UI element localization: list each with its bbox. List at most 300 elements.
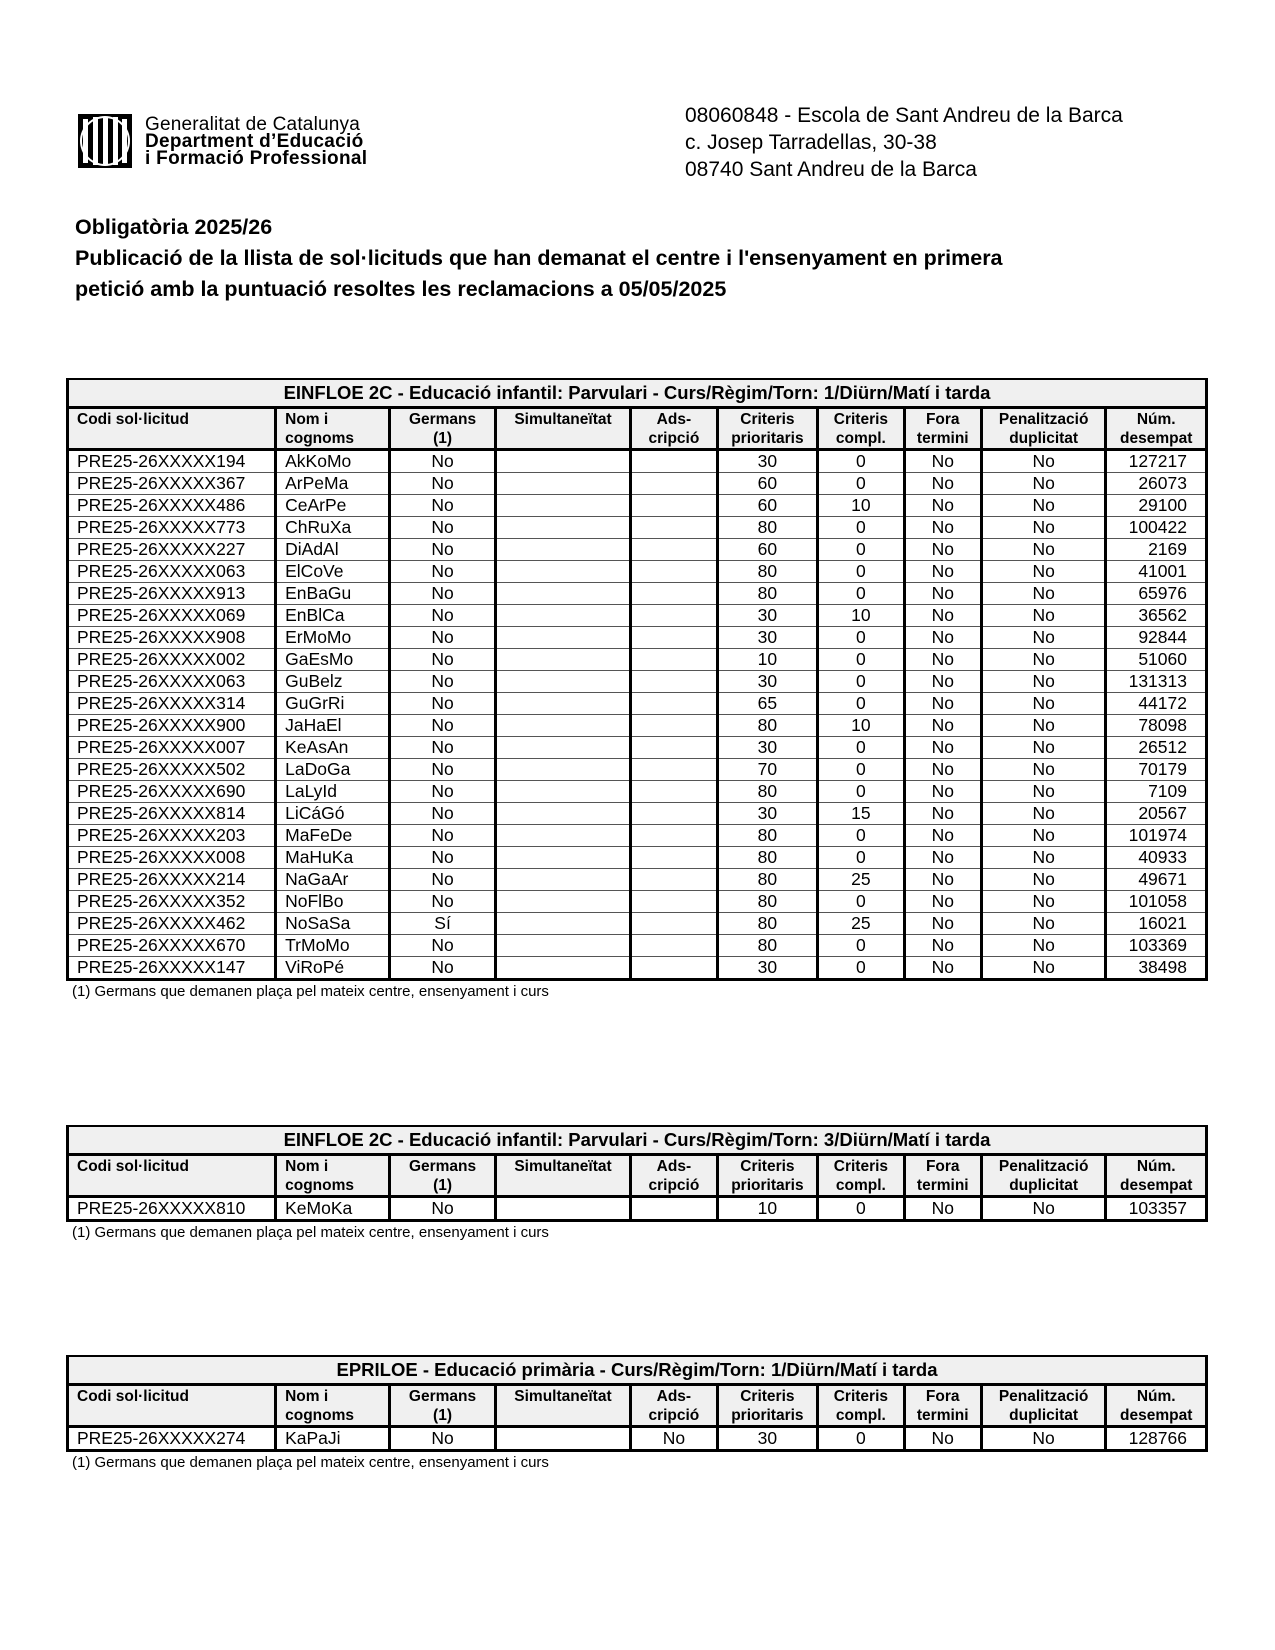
cell-criteris-compl: 10 <box>818 715 905 737</box>
cell-criteris-prioritaris: 80 <box>717 583 817 605</box>
cell-adscripcio <box>631 869 718 891</box>
column-header-line: (1) <box>433 1177 453 1194</box>
cell-fora-termini: No <box>904 1427 981 1451</box>
cell-simultaneitat <box>495 935 630 957</box>
column-header-codi <box>68 408 276 450</box>
cell-germans: No <box>390 605 496 627</box>
cell-nom: GaEsMo <box>276 649 390 671</box>
cell-penalitzacio: No <box>981 627 1106 649</box>
cell-num-desempat: 20567 <box>1106 803 1207 825</box>
cell-nom: GuGrRi <box>276 693 390 715</box>
cell-codi: PRE25-26XXXXX462 <box>68 913 276 935</box>
address-line: c. Josep Tarradellas, 30-38 <box>685 131 937 154</box>
column-header-line <box>501 429 625 448</box>
column-header-simultaneitat <box>495 1385 630 1427</box>
cell-penalitzacio: No <box>981 869 1106 891</box>
cell-codi: PRE25-26XXXXX367 <box>68 473 276 495</box>
cell-penalitzacio: No <box>981 583 1106 605</box>
column-header-line: compl. <box>835 1407 886 1424</box>
table-row <box>68 495 1207 517</box>
generalitat-logo <box>77 113 367 169</box>
column-header-criteris-prioritaris <box>717 408 817 450</box>
column-header-line: (1) <box>433 1407 452 1424</box>
column-header-codi <box>68 1155 276 1197</box>
column-header-line: (1) <box>433 430 453 447</box>
cell-criteris-prioritaris: 30 <box>717 803 817 825</box>
column-header-germans <box>390 1385 496 1427</box>
cell-fora-termini: No <box>904 1197 981 1221</box>
column-header-penalitzacio <box>981 408 1106 450</box>
cell-simultaneitat <box>495 1197 630 1221</box>
column-header-line: Codi sol·licitud <box>77 1388 189 1405</box>
cell-simultaneitat <box>495 561 630 583</box>
column-header-line: termini <box>916 1177 969 1194</box>
column-header-criteris-compl <box>818 1385 905 1427</box>
cell-nom: LiCáGó <box>276 803 390 825</box>
column-header-codi <box>68 1385 276 1427</box>
cell-codi: PRE25-26XXXXX690 <box>68 781 276 803</box>
cell-criteris-prioritaris: 30 <box>717 1427 817 1451</box>
cell-germans: No <box>390 869 496 891</box>
cell-codi: PRE25-26XXXXX913 <box>68 583 276 605</box>
cell-nom: NoSaSa <box>276 913 390 935</box>
cell-penalitzacio: No <box>981 781 1106 803</box>
cell-criteris-compl: 0 <box>818 957 905 980</box>
cell-adscripcio: No <box>631 1427 718 1451</box>
cell-simultaneitat <box>495 759 630 781</box>
column-header-line: Nom i <box>285 411 329 428</box>
applications-table <box>66 1355 1208 1452</box>
column-header-penalitzacio <box>981 1385 1106 1427</box>
cell-criteris-compl: 0 <box>818 671 905 693</box>
column-header-line: Simultaneïtat <box>514 1388 612 1405</box>
footnote: (1) Germans que demanen plaça pel mateix centre, ensenyament i curs <box>72 983 549 1000</box>
column-header-line: desempat <box>1120 1407 1193 1424</box>
column-header-num-desempat <box>1106 408 1207 450</box>
cell-adscripcio <box>631 847 718 869</box>
cell-penalitzacio: No <box>981 693 1106 715</box>
cell-nom: KaPaJi <box>276 1427 390 1451</box>
address-line: 08740 Sant Andreu de la Barca <box>685 158 977 181</box>
applications-table <box>66 1125 1208 1222</box>
cell-nom: NaGaAr <box>276 869 390 891</box>
table-row <box>68 891 1207 913</box>
column-header-line: cognoms <box>285 1407 355 1424</box>
cell-nom: KeMoKa <box>276 1197 390 1221</box>
cell-fora-termini: No <box>904 671 981 693</box>
cell-criteris-prioritaris: 80 <box>717 891 817 913</box>
cell-criteris-prioritaris: 60 <box>717 495 817 517</box>
table-row <box>68 473 1207 495</box>
cell-criteris-prioritaris: 10 <box>717 1197 817 1221</box>
cell-num-desempat: 78098 <box>1106 715 1207 737</box>
cell-num-desempat: 101058 <box>1106 891 1207 913</box>
cell-penalitzacio: No <box>981 1427 1106 1451</box>
address-line: 08060848 - Escola de Sant Andreu de la Barca <box>685 104 1123 127</box>
cell-adscripcio <box>631 649 718 671</box>
table-row <box>68 1197 1207 1221</box>
cell-germans: No <box>390 715 496 737</box>
column-header-line: compl. <box>835 1177 886 1194</box>
table-caption: EPRILOE - Educació primària - Curs/Règim/Torn: 1/Diürn/Matí i tarda <box>68 1356 1207 1385</box>
cell-criteris-prioritaris: 30 <box>717 627 817 649</box>
cell-criteris-compl: 0 <box>818 935 905 957</box>
cell-criteris-prioritaris: 80 <box>717 869 817 891</box>
column-header-line: desempat <box>1120 1177 1193 1194</box>
column-header-line <box>77 1406 270 1425</box>
column-header-germans <box>390 1155 496 1197</box>
cell-criteris-prioritaris: 80 <box>717 517 817 539</box>
column-header-line: cognoms <box>285 430 355 447</box>
table-einfloe-curs-1 <box>66 378 1208 1000</box>
cell-criteris-compl: 25 <box>818 913 905 935</box>
cell-fora-termini: No <box>904 759 981 781</box>
cell-germans: No <box>390 671 496 693</box>
cell-simultaneitat <box>495 891 630 913</box>
cell-adscripcio <box>631 671 718 693</box>
cell-nom: ViRoPé <box>276 957 390 980</box>
column-header-line: Simultaneïtat <box>514 411 612 428</box>
cell-germans: No <box>390 495 496 517</box>
cell-simultaneitat <box>495 649 630 671</box>
column-header-line: Núm. <box>1136 1158 1176 1175</box>
cell-nom: AkKoMo <box>276 450 390 473</box>
cell-germans: No <box>390 891 496 913</box>
applications-table <box>66 378 1208 981</box>
column-header-line: Codi sol·licitud <box>77 411 189 428</box>
column-header-line: Germans <box>408 411 477 428</box>
table-caption: EINFLOE 2C - Educació infantil: Parvulari - Curs/Règim/Torn: 3/Diürn/Matí i tarda <box>68 1126 1207 1155</box>
cell-penalitzacio: No <box>981 473 1106 495</box>
cell-simultaneitat <box>495 605 630 627</box>
cell-num-desempat: 70179 <box>1106 759 1207 781</box>
cell-simultaneitat <box>495 517 630 539</box>
cell-codi: PRE25-26XXXXX900 <box>68 715 276 737</box>
table-row <box>68 847 1207 869</box>
table-row <box>68 935 1207 957</box>
cell-penalitzacio: No <box>981 671 1106 693</box>
column-header-line: Fora <box>925 411 960 428</box>
cell-criteris-prioritaris: 30 <box>717 737 817 759</box>
cell-codi: PRE25-26XXXXX227 <box>68 539 276 561</box>
cell-fora-termini: No <box>904 605 981 627</box>
column-header-line: Ads- <box>656 411 692 428</box>
cell-criteris-compl: 0 <box>818 450 905 473</box>
cell-fora-termini: No <box>904 517 981 539</box>
cell-num-desempat: 44172 <box>1106 693 1207 715</box>
cell-nom: LaLyId <box>276 781 390 803</box>
cell-penalitzacio: No <box>981 825 1106 847</box>
cell-germans: No <box>390 803 496 825</box>
cell-penalitzacio: No <box>981 935 1106 957</box>
cell-adscripcio <box>631 781 718 803</box>
cell-fora-termini: No <box>904 825 981 847</box>
cell-num-desempat: 51060 <box>1106 649 1207 671</box>
cell-germans: No <box>390 781 496 803</box>
cell-penalitzacio: No <box>981 847 1106 869</box>
title-line: Publicació de la llista de sol·licituds que han demanat el centre i l'ensenyament en primera <box>75 246 1003 270</box>
cell-adscripcio <box>631 935 718 957</box>
cell-codi: PRE25-26XXXXX007 <box>68 737 276 759</box>
table-row <box>68 539 1207 561</box>
cell-nom: NoFlBo <box>276 891 390 913</box>
title-line: petició amb la puntuació resoltes les reclamacions a 05/05/2025 <box>75 277 727 301</box>
column-header-nom <box>276 1155 390 1197</box>
cell-fora-termini: No <box>904 495 981 517</box>
cell-codi: PRE25-26XXXXX002 <box>68 649 276 671</box>
cell-adscripcio <box>631 715 718 737</box>
column-header-line: Simultaneïtat <box>514 1158 612 1175</box>
table-row <box>68 825 1207 847</box>
cell-fora-termini: No <box>904 473 981 495</box>
table-row <box>68 869 1207 891</box>
cell-penalitzacio: No <box>981 495 1106 517</box>
cell-criteris-prioritaris: 10 <box>717 649 817 671</box>
cell-adscripcio <box>631 693 718 715</box>
cell-criteris-prioritaris: 60 <box>717 539 817 561</box>
cell-adscripcio <box>631 803 718 825</box>
cell-adscripcio <box>631 957 718 980</box>
cell-criteris-compl: 0 <box>818 847 905 869</box>
cell-criteris-compl: 0 <box>818 583 905 605</box>
table-einfloe-curs-3 <box>66 1125 1208 1241</box>
column-header-line: prioritaris <box>731 1177 804 1194</box>
cell-nom: ElCoVe <box>276 561 390 583</box>
cell-num-desempat: 26512 <box>1106 737 1207 759</box>
column-header-line: Criteris <box>740 411 795 428</box>
column-header-line: Fora <box>925 1388 960 1405</box>
cell-codi: PRE25-26XXXXX502 <box>68 759 276 781</box>
column-header-line: duplicitat <box>1009 1407 1079 1424</box>
cell-num-desempat: 101974 <box>1106 825 1207 847</box>
table-row <box>68 627 1207 649</box>
cell-simultaneitat <box>495 473 630 495</box>
cell-fora-termini: No <box>904 847 981 869</box>
cell-criteris-compl: 0 <box>818 1427 905 1451</box>
cell-num-desempat: 26073 <box>1106 473 1207 495</box>
column-header-line: Nom i <box>285 1388 329 1405</box>
cell-penalitzacio: No <box>981 450 1106 473</box>
cell-num-desempat: 2169 <box>1106 539 1207 561</box>
cell-germans: No <box>390 583 496 605</box>
column-header-line: Penalització <box>998 411 1089 428</box>
cell-germans: No <box>390 737 496 759</box>
cell-simultaneitat <box>495 671 630 693</box>
cell-fora-termini: No <box>904 869 981 891</box>
cell-fora-termini: No <box>904 935 981 957</box>
cell-num-desempat: 92844 <box>1106 627 1207 649</box>
cell-penalitzacio: No <box>981 957 1106 980</box>
cell-simultaneitat <box>495 450 630 473</box>
cell-adscripcio <box>631 450 718 473</box>
cell-penalitzacio: No <box>981 1197 1106 1221</box>
column-header-line: Ads- <box>656 1388 692 1405</box>
column-header-line: Ads- <box>656 1158 692 1175</box>
cell-criteris-compl: 25 <box>818 869 905 891</box>
cell-criteris-compl: 0 <box>818 781 905 803</box>
cell-criteris-compl: 0 <box>818 693 905 715</box>
cell-num-desempat: 41001 <box>1106 561 1207 583</box>
cell-criteris-prioritaris: 80 <box>717 935 817 957</box>
cell-codi: PRE25-26XXXXX670 <box>68 935 276 957</box>
table-epriloe-curs-1 <box>66 1355 1208 1471</box>
cell-adscripcio <box>631 759 718 781</box>
cell-num-desempat: 29100 <box>1106 495 1207 517</box>
column-header-line: Criteris <box>833 411 889 428</box>
column-header-line: cripció <box>648 1177 700 1194</box>
cell-penalitzacio: No <box>981 803 1106 825</box>
cell-criteris-compl: 0 <box>818 737 905 759</box>
cell-penalitzacio: No <box>981 759 1106 781</box>
cell-fora-termini: No <box>904 583 981 605</box>
cell-simultaneitat <box>495 847 630 869</box>
cell-adscripcio <box>631 1197 718 1221</box>
column-header-criteris-compl <box>818 408 905 450</box>
cell-fora-termini: No <box>904 450 981 473</box>
cell-criteris-compl: 0 <box>818 561 905 583</box>
footnote: (1) Germans que demanen plaça pel mateix centre, ensenyament i curs <box>72 1224 549 1241</box>
cell-criteris-compl: 0 <box>818 759 905 781</box>
table-row <box>68 759 1207 781</box>
cell-criteris-prioritaris: 80 <box>717 847 817 869</box>
cell-germans: No <box>390 561 496 583</box>
column-header-simultaneitat <box>495 1155 630 1197</box>
column-header-criteris-compl <box>818 1155 905 1197</box>
column-header-criteris-prioritaris <box>717 1385 817 1427</box>
cell-codi: PRE25-26XXXXX063 <box>68 671 276 693</box>
cell-germans: No <box>390 1427 496 1451</box>
cell-num-desempat: 65976 <box>1106 583 1207 605</box>
column-header-fora-termini <box>904 1385 981 1427</box>
cell-penalitzacio: No <box>981 517 1106 539</box>
cell-nom: ErMoMo <box>276 627 390 649</box>
cell-codi: PRE25-26XXXXX810 <box>68 1197 276 1221</box>
cell-simultaneitat <box>495 913 630 935</box>
cell-codi: PRE25-26XXXXX214 <box>68 869 276 891</box>
cell-fora-termini: No <box>904 649 981 671</box>
table-row <box>68 737 1207 759</box>
cell-germans: No <box>390 847 496 869</box>
column-header-line: Germans <box>408 1388 477 1405</box>
column-header-adscripcio <box>631 1385 718 1427</box>
cell-germans: No <box>390 627 496 649</box>
cell-simultaneitat <box>495 693 630 715</box>
cell-codi: PRE25-26XXXXX194 <box>68 450 276 473</box>
column-header-line: duplicitat <box>1009 1177 1079 1194</box>
cell-nom: KeAsAn <box>276 737 390 759</box>
cell-codi: PRE25-26XXXXX274 <box>68 1427 276 1451</box>
cell-criteris-compl: 0 <box>818 825 905 847</box>
cell-simultaneitat <box>495 781 630 803</box>
logo-line-2: Department d’Educació <box>145 130 364 152</box>
cell-num-desempat: 103357 <box>1106 1197 1207 1221</box>
school-address <box>685 102 1123 183</box>
column-header-line: Criteris <box>833 1158 889 1175</box>
cell-simultaneitat <box>495 737 630 759</box>
table-row <box>68 517 1207 539</box>
cell-nom: TrMoMo <box>276 935 390 957</box>
cell-simultaneitat <box>495 957 630 980</box>
cell-nom: GuBelz <box>276 671 390 693</box>
cell-nom: LaDoGa <box>276 759 390 781</box>
table-row <box>68 803 1207 825</box>
cell-germans: Sí <box>390 913 496 935</box>
table-row <box>68 605 1207 627</box>
table-row <box>68 561 1207 583</box>
cell-criteris-prioritaris: 80 <box>717 715 817 737</box>
cell-num-desempat: 16021 <box>1106 913 1207 935</box>
cell-germans: No <box>390 693 496 715</box>
cell-num-desempat: 40933 <box>1106 847 1207 869</box>
cell-codi: PRE25-26XXXXX008 <box>68 847 276 869</box>
column-header-line: duplicitat <box>1009 430 1079 447</box>
cell-criteris-prioritaris: 80 <box>717 913 817 935</box>
logo-line-3: i Formació Professional <box>145 147 368 169</box>
cell-fora-termini: No <box>904 891 981 913</box>
cell-fora-termini: No <box>904 913 981 935</box>
cell-adscripcio <box>631 825 718 847</box>
cell-simultaneitat <box>495 1427 630 1451</box>
cell-criteris-compl: 0 <box>818 627 905 649</box>
cell-nom: DiAdAl <box>276 539 390 561</box>
cell-criteris-prioritaris: 30 <box>717 671 817 693</box>
cell-num-desempat: 128766 <box>1106 1427 1207 1451</box>
cell-penalitzacio: No <box>981 913 1106 935</box>
column-header-line: cripció <box>648 1407 700 1424</box>
column-header-line: Núm. <box>1136 411 1176 428</box>
column-header-line: Penalització <box>998 1388 1089 1405</box>
cell-fora-termini: No <box>904 803 981 825</box>
column-header-fora-termini <box>904 408 981 450</box>
cell-simultaneitat <box>495 627 630 649</box>
cell-nom: EnBlCa <box>276 605 390 627</box>
column-header-criteris-prioritaris <box>717 1155 817 1197</box>
cell-simultaneitat <box>495 803 630 825</box>
cell-nom: MaFeDe <box>276 825 390 847</box>
column-header-line: cognoms <box>285 1177 355 1194</box>
table-row <box>68 693 1207 715</box>
column-header-line <box>77 429 270 448</box>
title-year: Obligatòria 2025/26 <box>75 215 273 239</box>
cell-germans: No <box>390 517 496 539</box>
cell-codi: PRE25-26XXXXX069 <box>68 605 276 627</box>
table-row <box>68 957 1207 980</box>
cell-codi: PRE25-26XXXXX314 <box>68 693 276 715</box>
table-row <box>68 450 1207 473</box>
cell-codi: PRE25-26XXXXX147 <box>68 957 276 980</box>
cell-simultaneitat <box>495 495 630 517</box>
cell-adscripcio <box>631 473 718 495</box>
cell-fora-termini: No <box>904 627 981 649</box>
table-row <box>68 913 1207 935</box>
cell-criteris-compl: 0 <box>818 539 905 561</box>
cell-nom: ArPeMa <box>276 473 390 495</box>
cell-simultaneitat <box>495 583 630 605</box>
cell-nom: EnBaGu <box>276 583 390 605</box>
cell-fora-termini: No <box>904 561 981 583</box>
cell-criteris-compl: 15 <box>818 803 905 825</box>
table-row <box>68 583 1207 605</box>
column-header-line <box>501 1406 625 1425</box>
cell-codi: PRE25-26XXXXX814 <box>68 803 276 825</box>
column-header-num-desempat <box>1106 1385 1207 1427</box>
cell-fora-termini: No <box>904 539 981 561</box>
column-header-adscripcio <box>631 1155 718 1197</box>
cell-simultaneitat <box>495 869 630 891</box>
cell-criteris-compl: 0 <box>818 891 905 913</box>
cell-penalitzacio: No <box>981 715 1106 737</box>
column-header-germans <box>390 408 496 450</box>
